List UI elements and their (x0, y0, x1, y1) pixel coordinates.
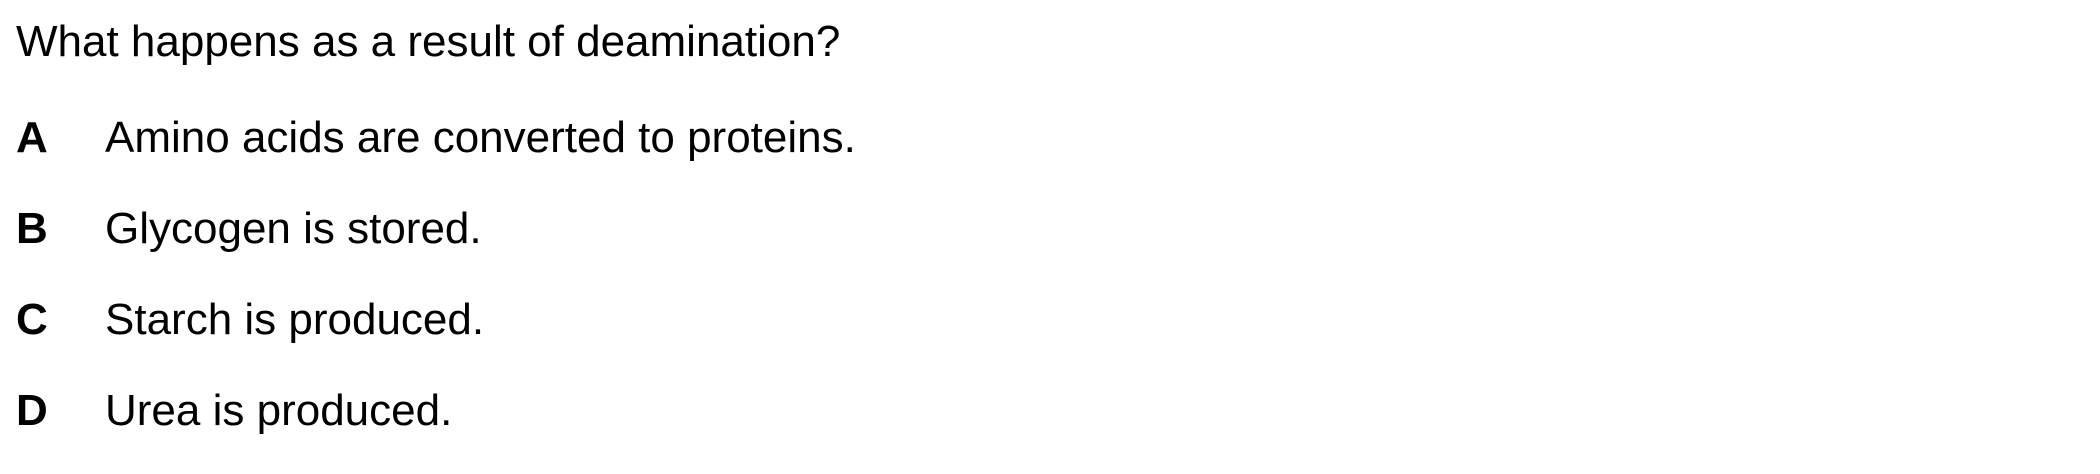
question-text: What happens as a result of deamination? (16, 17, 841, 66)
option-text: Starch is produced. (105, 295, 485, 344)
answer-options-list (16, 110, 856, 474)
option-letter: A (16, 113, 48, 162)
answer-option-c (16, 292, 856, 383)
answer-option-d (16, 383, 856, 474)
option-text: Glycogen is stored. (105, 204, 482, 253)
answer-option-a (16, 110, 856, 201)
option-letter: C (16, 295, 48, 344)
option-letter: B (16, 204, 48, 253)
answer-option-b (16, 201, 856, 292)
option-text: Amino acids are converted to proteins. (105, 113, 856, 162)
option-letter: D (16, 386, 48, 435)
option-text: Urea is produced. (105, 386, 453, 435)
